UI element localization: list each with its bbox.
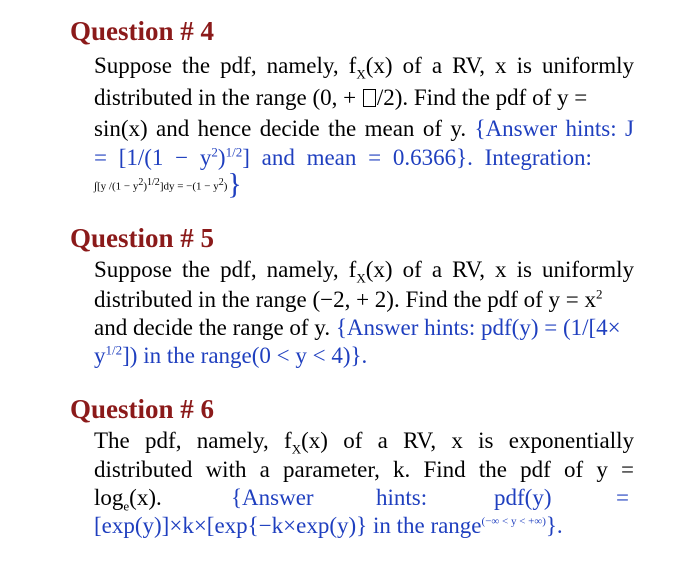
q4-line-5-d: ) xyxy=(223,180,228,193)
q5-line-1-end: (x) of a RV, x is uniformly xyxy=(365,257,634,282)
question-4-heading: Question # 4 xyxy=(70,16,215,46)
q5-line-1 xyxy=(94,257,634,286)
q5-line-4-sup: 1/2 xyxy=(105,342,123,358)
q6-line-1-text: The pdf, namely, f xyxy=(94,428,292,453)
q6-line-3-a: log xyxy=(94,485,124,510)
q4-line-1-text: Suppose the pdf, namely, f xyxy=(94,53,357,78)
question-5-heading: Question # 5 xyxy=(70,223,215,253)
q6-line-2 xyxy=(94,458,634,481)
q6-line-1 xyxy=(94,428,634,457)
q4-line-4-sup1: 2 xyxy=(211,144,218,160)
q4-line-2 xyxy=(94,86,634,109)
q5-line-1-text: Suppose the pdf, namely, f xyxy=(94,257,357,282)
q5-line-2-text: distributed in the range (−2, + 2). Find the pdf of y = x xyxy=(94,287,597,312)
q4-line-5-b: ) xyxy=(143,180,148,193)
q4-line-5-sup3: 2 xyxy=(218,177,224,188)
q4-line-5-sup1: 2 xyxy=(138,177,144,188)
q5-line-4-b: ]) in the range(0 < y < 4)}. xyxy=(122,343,368,368)
q4-line-1-end: (x) of a RV, x is uniformly xyxy=(365,53,634,78)
q6-hint-word-4: = xyxy=(616,485,629,510)
q4-line-1-sub: X xyxy=(356,66,366,82)
q5-line-4-a: y xyxy=(94,343,106,368)
q4-line-5-a: ∫[y /(1 − y xyxy=(94,180,139,193)
q6-line-1-end: (x) of a RV, x is exponentially xyxy=(301,428,634,453)
q5-line-2-sup: 2 xyxy=(596,286,603,302)
q4-line-5-c: ]dy = −(1 − y xyxy=(159,180,219,193)
q6-line-4-a: [exp(y)]×k×[exp{−k×exp(y)} in the range xyxy=(94,513,482,538)
q4-line-1 xyxy=(94,53,634,82)
q6-hint-word-3: pdf(y) xyxy=(494,485,552,510)
q4-line-4 xyxy=(94,146,634,169)
q4-line-3-pre: sin(x) and hence decide the mean of y. xyxy=(94,116,475,141)
q6-hint-word-1: {Answer xyxy=(231,485,314,510)
q4-line-2-post: /2). Find the pdf of y = xyxy=(376,85,588,110)
q5-line-2 xyxy=(94,288,634,311)
missing-glyph-icon xyxy=(363,89,376,107)
q4-hint-end-brace: } xyxy=(227,167,242,201)
q4-line-5-sup2: 1/2 xyxy=(147,177,160,188)
q4-line-4-b: ) xyxy=(217,145,226,170)
q4-line-5 xyxy=(94,167,634,201)
q6-line-3-log xyxy=(94,485,162,514)
q6-hint-word-2: hints: xyxy=(376,485,428,510)
q5-hint-start: {Answer hints: pdf(y) = (1/[4× xyxy=(335,315,621,340)
q6-line-4-small: (−∞ < y < +∞) xyxy=(481,515,546,528)
q5-line-1-sub: X xyxy=(356,270,366,286)
q6-line-3-b: (x). xyxy=(129,485,162,510)
q4-line-3 xyxy=(94,117,634,140)
q6-line-3-sub: e xyxy=(123,498,130,514)
q6-line-2-text: distributed with a parameter, k. Find the pdf of y = xyxy=(94,457,634,482)
q4-hint-start: {Answer hints: J xyxy=(474,116,634,141)
q6-line-4 xyxy=(94,514,634,537)
q4-line-4-a: = [1/(1 − y xyxy=(94,145,212,170)
q4-line-4-c: ] and mean = 0.6366}. Integration: xyxy=(242,145,592,170)
q5-line-3-pre: and decide the range of y. xyxy=(94,315,336,340)
q6-line-1-sub: X xyxy=(291,441,302,457)
q6-line-4-b: }. xyxy=(545,513,563,538)
q5-line-3 xyxy=(94,316,634,339)
q4-line-4-sup2: 1/2 xyxy=(225,144,243,160)
question-6-heading: Question # 6 xyxy=(70,394,215,424)
q5-line-4 xyxy=(94,344,634,367)
q4-line-2-pre: distributed in the range (0, + xyxy=(94,85,362,110)
